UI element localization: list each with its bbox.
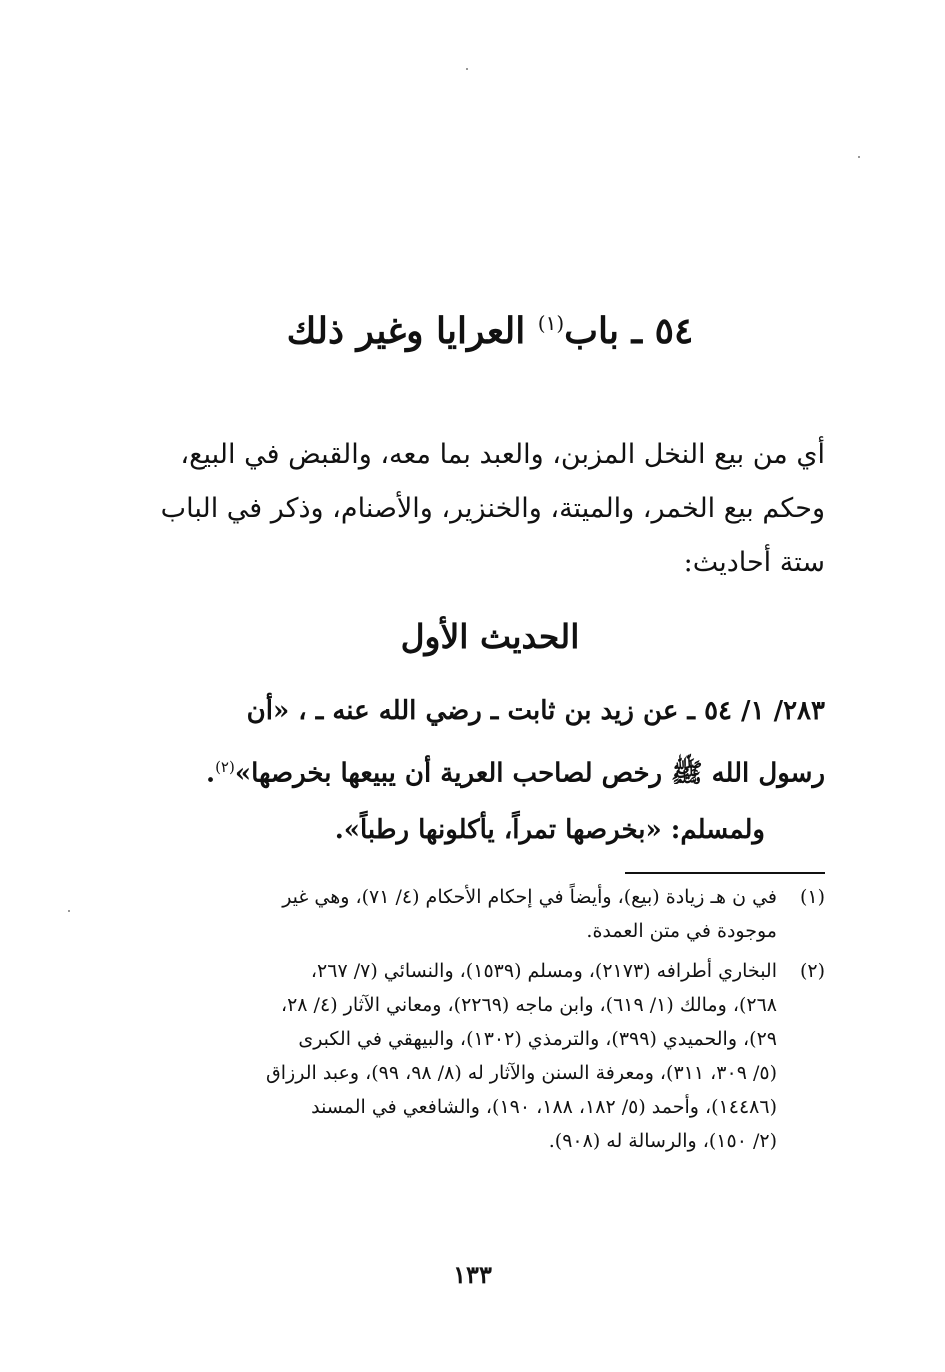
footnote-separator	[625, 872, 825, 874]
scan-speck	[858, 156, 860, 158]
hadith-line: ٢٨٣/ ١/ ٥٤ ـ عن زيد بن ثابت ـ رضي الله عنه ـ ، «أن	[246, 696, 825, 726]
footnote-line: في ن هـ زيادة (بيع)، وأيضاً في إحكام الأحكام (٤/ ٧١)، وهي غير	[282, 886, 777, 908]
footnote-line: ٢٦٨)، ومالك (١/ ٦١٩)، وابن ماجه (٢٢٦٩)، ومعاني الآثار (٤/ ٢٨،	[280, 994, 777, 1016]
hadith-line	[135, 739, 825, 802]
footnotes	[135, 880, 825, 1158]
hadith-text	[135, 683, 825, 858]
footnote-line: موجودة في متن العمدة.	[586, 920, 777, 942]
footnote-line: (١٤٤٨٦)، وأحمد (٥/ ١٨٢، ١٨٨، ١٩٠)، والشافعي في المسند	[311, 1096, 777, 1118]
intro-paragraph	[145, 428, 825, 590]
footnote-line: البخاري أطرافه (٢١٧٣)، ومسلم (١٥٣٩)، والنسائي (٧/ ٢٦٧،	[310, 960, 777, 982]
hadith-line-text: رسول الله ﷺ رخص لصاحب العرية أن يبيعها بخرصها»	[234, 758, 825, 789]
intro-line: أي من بيع النخل المزبن، والعبد بما معه، والقبض في البيع،	[180, 439, 825, 470]
intro-line: وحكم بيع الخمر، والميتة، والخنزير، والأصنام، وذكر في الباب	[160, 493, 825, 524]
chapter-number: ٥٤ ـ باب	[564, 310, 694, 352]
intro-line: ستة أحاديث:	[683, 547, 825, 578]
footnote-number: (١)	[799, 886, 825, 908]
footnote-line: (٥/ ٣٠٩، ٣١١)، ومعرفة السنن والآثار له (٨/ ٩٨، ٩٩)، وعبد الرزاق	[266, 1062, 777, 1084]
footnote-line: ٢٩)، والحميدي (٣٩٩)، والترمذي (١٣٠٢)، والبيهقي في الكبرى	[298, 1028, 777, 1050]
footnote-number: (٢)	[799, 960, 825, 982]
scan-speck	[68, 910, 70, 912]
hadith-footnote-ref: (٢)	[215, 758, 235, 776]
page-number: ١٣٣	[453, 1260, 492, 1289]
chapter-title	[150, 298, 830, 356]
hadith-heading: الحديث الأول	[400, 617, 580, 656]
chapter-title-text: العرايا وغير ذلك	[286, 310, 526, 352]
scan-speck	[466, 68, 468, 70]
footnote-item	[135, 880, 825, 948]
footnote-line: (٢/ ١٥٠)، والرسالة له (٩٠٨).	[548, 1130, 777, 1152]
footnote-item	[135, 954, 825, 1158]
hadith-line-end: .	[206, 758, 216, 789]
chapter-footnote-ref: (١)	[537, 311, 565, 335]
hadith-muslim-line: ولمسلم: «بخرصها تمراً، يأكلونها رطباً».	[334, 814, 765, 845]
